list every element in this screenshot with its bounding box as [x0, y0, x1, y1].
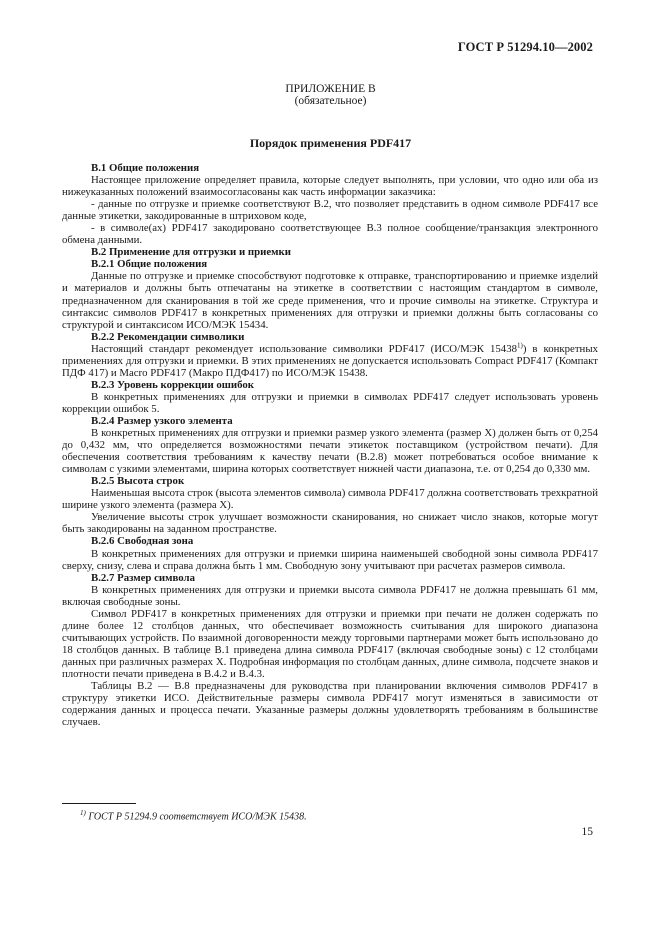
paragraph: - данные по отгрузке и приемке соответствуют В.2, что позволяет представить в одном символе PDF417 все данные этикетки, закодированные в штриховом коде, [62, 198, 598, 223]
footnote [80, 809, 307, 822]
paragraph: Увеличение высоты строк улучшает возможности сканирования, но снижает число знаков, которые могут быть закодированы на заданном пространстве. [62, 511, 598, 536]
document-body [62, 162, 598, 728]
paragraph-text: ) в конкретных применениях для отгрузки и приемки. В этих применениях не допускается использовать Compact PDF417 (Компакт ПДФ 417) и Macro PDF417 (Макро ПДФ417) по ИСО/МЭК 15438. [62, 342, 598, 379]
section-heading-b22: В.2.2 Рекомендации символики [91, 330, 245, 343]
paragraph: Символ PDF417 в конкретных применениях для отгрузки и приемки при печати не должен содержать по длине более 12 столбцов данных, что обеспечивает возможность считывания для широкого диапазона считывающих устройств. По взаимной договоренности между торговыми партнерами может быть использовано до 18 столбцов данных. В таблице В.1 приведена длина символа PDF417 (включая свободные зоны) с 12 столбцами данных при различных размерах X. Подробная информация по столбцам данных, длине символа, подсчете знаков и плотности печати приведена в В.4.2 и В.4.3. [62, 607, 598, 680]
document-title: Порядок применения PDF417 [249, 136, 412, 150]
paragraph: Данные по отгрузке и приемке способствуют подготовке к отправке, транспортированию и приемке изделий и материалов и должны быть отпечатаны на этикетке в соответствии с настоящим стандартом в символе, предназначенном для сканирования в той же среде применения, что и прочие символы на этикетке. Структура и синтаксис символов PDF417 в конкретных применениях для отгрузки и приемки должны быть согласованы со структурой и синтаксисом ИСО/МЭК 15434. [62, 270, 598, 331]
appendix-status: (обязательное) [294, 95, 367, 107]
section-heading-b25: В.2.5 Высота строк [91, 475, 185, 488]
appendix-label: ПРИЛОЖЕНИЕ В [285, 83, 376, 95]
paragraph: В конкретных применениях для отгрузки и приемки высота символа PDF417 не должна превышать 61 мм, включая свободные зоны. [62, 583, 598, 608]
section-heading-b24: В.2.4 Размер узкого элемента [91, 414, 233, 427]
paragraph: В конкретных применениях для отгрузки и приемки в символах PDF417 следует использовать уровень коррекции ошибок 5. [62, 390, 598, 415]
section-heading-b26: В.2.6 Свободная зона [91, 535, 194, 548]
paragraph: В конкретных применениях для отгрузки и приемки размер узкого элемента (размер X) должен быть от 0,254 до 0,432 мм, что определяется возможностями печати этикеток поставщиком (устройством печати). Для обеспечения соответствия требованиям к качеству печати (В.2.8) может потребоваться особое внимание к символам с узкими элементами, ширина которых соответствует нижней части диапазона, т.е. от 0,254 до 0,330 мм. [62, 427, 598, 476]
paragraph [62, 343, 598, 379]
paragraph: - в символе(ах) PDF417 закодировано соответствующее В.3 полное сообщение/транзакция электронного обмена данными. [62, 222, 598, 247]
paragraph: Настоящее приложение определяет правила, которые следует выполнять, при условии, что одно или оба из нижеуказанных положений взаимосогласованы как часть информации заказчика: [62, 174, 598, 199]
appendix-heading [0, 83, 661, 107]
section-heading-b23: В.2.3 Уровень коррекции ошибок [91, 378, 254, 391]
page-header-standard: ГОСТ Р 51294.10—2002 [457, 40, 593, 54]
paragraph: В конкретных применениях для отгрузки и приемки ширина наименьшей свободной зоны символа PDF417 сверху, снизу, слева и справа должна быть 1 мм. Свободную зону учитывают при расчетах размеров символа. [62, 547, 598, 572]
footnote-mark: 1) [80, 809, 86, 817]
section-heading-b27: В.2.7 Размер символа [91, 571, 195, 584]
paragraph: Таблицы В.2 — В.8 предназначены для руководства при планировании включения символов PDF417 в структуру этикетки ИСО. Действительные размеры символа PDF417 могут изменяться в зависимости от содержания данных и процесса печати. Указанные размеры должны удовлетворять требованиям в большинстве случаев. [62, 680, 598, 729]
footnote-divider [62, 803, 136, 804]
footnote-reference: 1) [517, 341, 523, 350]
section-heading-b21: В.2.1 Общие положения [91, 258, 208, 271]
section-heading-b1: В.1 Общие положения [91, 162, 200, 174]
paragraph: Наименьшая высота строк (высота элементов символа) символа PDF417 должна соответствовать трехкратной ширине узкого элемента (размера X). [62, 487, 598, 512]
page-number: 15 [581, 826, 593, 838]
paragraph-text: Настоящий стандарт рекомендует использование символики PDF417 (ИСО/МЭК 15438 [91, 342, 517, 355]
section-heading-b2: В.2 Применение для отгрузки и приемки [91, 246, 291, 259]
footnote-text: ГОСТ Р 51294.9 соответствует ИСО/МЭК 15438. [85, 811, 307, 823]
